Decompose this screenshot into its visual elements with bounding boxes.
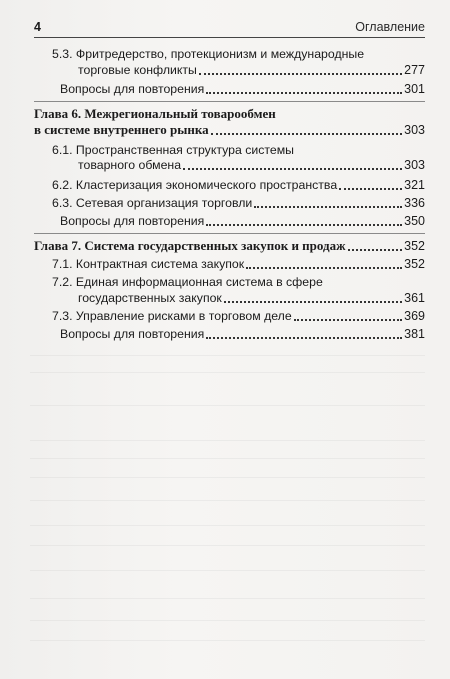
chapter-separator (34, 233, 425, 234)
toc-page-number: 303 (404, 158, 425, 172)
toc-page-number: 381 (404, 327, 425, 341)
leader-dots (339, 187, 402, 190)
toc-entry-5-3[interactable] (78, 62, 425, 78)
chapter-title: в системе внутреннего рынка (34, 122, 209, 137)
running-head (34, 20, 425, 36)
leader-dots (224, 300, 402, 303)
toc-entry-label: 6.2. Кластеризация экономического пространства (52, 178, 338, 192)
toc-entry-label: 7.3. Управление рисками в торговом деле (52, 309, 292, 323)
header-rule (34, 37, 425, 38)
toc-page-number: 303 (404, 123, 425, 137)
toc-page-number: 369 (404, 309, 425, 323)
page-number: 4 (34, 20, 41, 34)
leader-dots (199, 72, 402, 75)
toc-page-number: 352 (404, 239, 425, 253)
toc-chapter-7[interactable] (34, 238, 425, 254)
toc-entry-6-3[interactable] (52, 195, 425, 211)
chapter-6-title-line1: Глава 6. Межрегиональный товарообмен (34, 106, 276, 121)
toc-entry-label: государственных закупок (78, 291, 222, 305)
toc-entry-7-2[interactable] (78, 290, 425, 306)
toc-entry-review-questions-7[interactable] (60, 326, 425, 342)
toc-entry-7-1[interactable] (52, 256, 425, 272)
toc-entry-review-questions-6[interactable] (60, 213, 425, 229)
toc-entry-6-2[interactable] (52, 177, 425, 193)
toc-page-number: 321 (404, 178, 425, 192)
leader-dots (183, 167, 402, 170)
toc-entry-6-1[interactable] (78, 157, 425, 173)
toc-entry-7-3[interactable] (52, 308, 425, 324)
toc-entry-review-questions-5[interactable] (60, 81, 425, 97)
toc-entry-label: торговые конфликты (78, 63, 197, 77)
toc-entry-label: 7.1. Контрактная система закупок (52, 257, 245, 271)
leader-dots (206, 91, 402, 94)
toc-entry-5-3-line1: 5.3. Фритредерство, протекционизм и международные (52, 47, 365, 61)
chapter-title: Глава 7. Система государственных закупок и продаж (34, 238, 346, 253)
toc-entry-label: 6.3. Сетевая организация торговли (52, 196, 253, 210)
toc-entry-label: Вопросы для повторения (60, 82, 205, 96)
toc-page-number: 352 (404, 257, 425, 271)
toc-page-number: 301 (404, 82, 425, 96)
leader-dots (294, 318, 402, 321)
toc-chapter-6[interactable] (34, 122, 425, 138)
leader-dots (254, 205, 402, 208)
leader-dots (206, 223, 402, 226)
toc-entry-7-2-line1: 7.2. Единая информационная система в сфере (52, 275, 323, 289)
toc-entry-6-1-line1: 6.1. Пространственная структура системы (52, 143, 295, 157)
running-head-title: Оглавление (355, 20, 425, 34)
leader-dots (211, 132, 403, 135)
leader-dots (348, 248, 403, 251)
chapter-separator (34, 101, 425, 102)
leader-dots (206, 336, 402, 339)
toc-page-number: 277 (404, 63, 425, 77)
toc-page-number: 361 (404, 291, 425, 305)
leader-dots (246, 266, 402, 269)
toc-entry-label: Вопросы для повторения (60, 214, 205, 228)
toc-entry-label: товарного обмена (78, 158, 182, 172)
toc-page-number: 350 (404, 214, 425, 228)
toc-page-number: 336 (404, 196, 425, 210)
toc-entry-label: Вопросы для повторения (60, 327, 205, 341)
